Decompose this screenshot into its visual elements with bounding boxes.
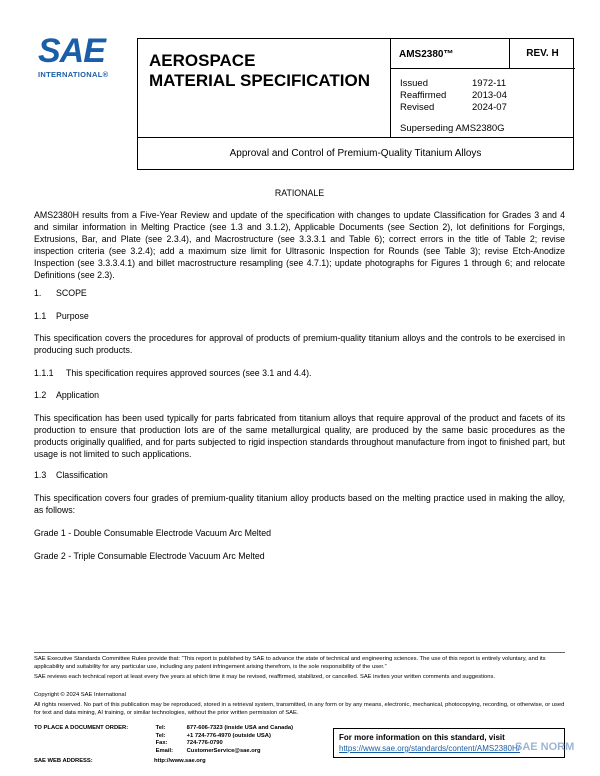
web-link[interactable]: http://www.sae.org — [154, 758, 206, 764]
rationale-text: AMS2380H results from a Five-Year Review and update of the specification with changes to update Classification for Grades 3 and 4 and similar information in Melting Practice (see 1.3 and 3.1.2), Applicable Documents (see Section 2), lot definitions for Forgings, Extrusions, Bar, and Plate (see 2.3.4), and Macrostructure (see 3.3.3.1 and Table 6); correct errors in the title of Table 2; revise inspection criteria (see 3.2.4); add a maximum size limit for Ultrasonic Inspection for Rounds (see Table 3); revise Etch-Anodize Inspection (see 3.3.3.4.1) and billet macrostructure resampling (see 4.7.1); update photographs for Figures 1 through 6; and relocate Definitions (see 2.3). — [34, 210, 565, 280]
contact-key: Tel: — [155, 725, 166, 731]
contact-key: Email: — [155, 747, 174, 754]
title-line-2: MATERIAL SPECIFICATION — [149, 71, 370, 90]
section-number: 1.1 — [34, 311, 47, 321]
section-1-1-heading — [34, 310, 565, 322]
date-label: Revised — [400, 102, 435, 113]
grade-1: Grade 1 - Double Consumable Electrode Vacuum Arc Melted — [34, 528, 271, 538]
contact-key: Tel: — [155, 732, 166, 739]
date-label: Reaffirmed — [400, 90, 447, 101]
footer-copyright: Copyright © 2024 SAE International — [34, 692, 126, 698]
superseding: Superseding AMS2380G — [400, 123, 505, 134]
section-text: This specification requires approved sources (see 3.1 and 4.4). — [66, 368, 312, 378]
section-number: 1.1.1 — [34, 368, 54, 378]
watermark: SAE NORM — [515, 741, 575, 753]
doc-number-cell — [391, 39, 575, 69]
footer-divider — [34, 652, 565, 653]
section-1-3-text: This specification covers four grades of premium-quality titanium alloy products based on the melting practice used in making the alloy, as follows: — [34, 493, 565, 515]
info-link[interactable]: https://www.sae.org/standards/content/AMS2380H/ — [339, 744, 520, 753]
footer-rights: All rights reserved. No part of this publication may be reproduced, stored in a retrieval system, transmitted, in any form or by any means, electronic, mechanical, photocopying, recording, or otherwise, or used for text and data mining, AI training, or similar technologies, without the prior written permission of SAE. — [34, 702, 565, 716]
sae-logo — [38, 34, 118, 84]
order-label: TO PLACE A DOCUMENT ORDER: — [34, 725, 129, 731]
section-number: 1.2 — [34, 390, 47, 400]
section-1-3-heading — [34, 469, 565, 481]
section-title: Classification — [56, 470, 108, 480]
section-number: 1. — [34, 288, 42, 298]
revision: REV. H — [509, 39, 575, 69]
date-value: 2024-07 — [472, 102, 507, 113]
document-title: Approval and Control of Premium-Quality Titanium Alloys — [137, 138, 574, 170]
section-1-2-text: This specification has been used typically for parts fabricated from titanium alloys that require approval of the product and facets of its production to ensure that production lots are of the same metallurgical quality, are produced by the same basic procedures as the products originally qualified, and for parts subjected to rigid inspection standards throughout manufacture from ingot to finished part, but usage is not limited to such applications. — [34, 413, 565, 459]
web-address — [34, 758, 206, 764]
contact-value: 877-606-7323 (inside USA and Canada) — [186, 725, 294, 731]
date-row — [400, 90, 507, 102]
date-value: 1972-11 — [472, 78, 507, 89]
rationale-heading: RATIONALE — [274, 188, 325, 198]
date-value: 2013-04 — [472, 90, 507, 101]
section-1-heading — [34, 287, 565, 299]
logo-subtitle: INTERNATIONAL® — [38, 70, 109, 79]
contact-value: 724-776-0790 — [186, 740, 223, 746]
order-contacts — [34, 725, 293, 755]
section-1-1-1 — [34, 367, 565, 379]
section-title: SCOPE — [56, 288, 87, 298]
contact-value: +1 724-776-4970 (outside USA) — [186, 732, 271, 739]
contact-key: Fax: — [155, 740, 168, 746]
doc-number: AMS2380™ — [399, 49, 454, 60]
grade-2: Grade 2 - Triple Consumable Electrode Vacuum Arc Melted — [34, 551, 265, 561]
date-label: Issued — [400, 78, 428, 89]
section-title: Application — [56, 390, 100, 400]
section-number: 1.3 — [34, 470, 47, 480]
header-title-cell — [138, 39, 391, 137]
header-box — [137, 38, 574, 138]
section-1-1-text: This specification covers the procedures for approval of products of premium-quality titanium alloys and the controls to be exercised in producing such products. — [34, 333, 565, 355]
title-line-1: AEROSPACE — [149, 51, 256, 70]
footer-disclaimer: SAE Executive Standards Committee Rules provide that: “This report is published by SAE to advance the state of technical and engineering sciences. The use of this report is entirely voluntary, and its applicability and suitability for any particular use, including any patent infringement arising therefrom, is the sole responsibility of the user.” — [34, 656, 546, 670]
date-row — [400, 78, 507, 90]
dates-block — [400, 78, 507, 114]
web-label: SAE WEB ADDRESS: — [34, 758, 93, 764]
section-title: Purpose — [56, 311, 89, 321]
logo-mark: SAE — [38, 32, 105, 70]
section-1-2-heading — [34, 389, 565, 401]
date-row — [400, 102, 507, 114]
contact-value[interactable]: CustomerService@sae.org — [186, 747, 261, 754]
spec-type-title — [149, 51, 370, 91]
info-heading: For more information on this standard, visit — [339, 733, 505, 742]
footer-review: SAE reviews each technical report at least every five years at which time it may be revised, reaffirmed, stabilized, or cancelled. SAE invites your written comments and suggestions. — [34, 674, 495, 680]
